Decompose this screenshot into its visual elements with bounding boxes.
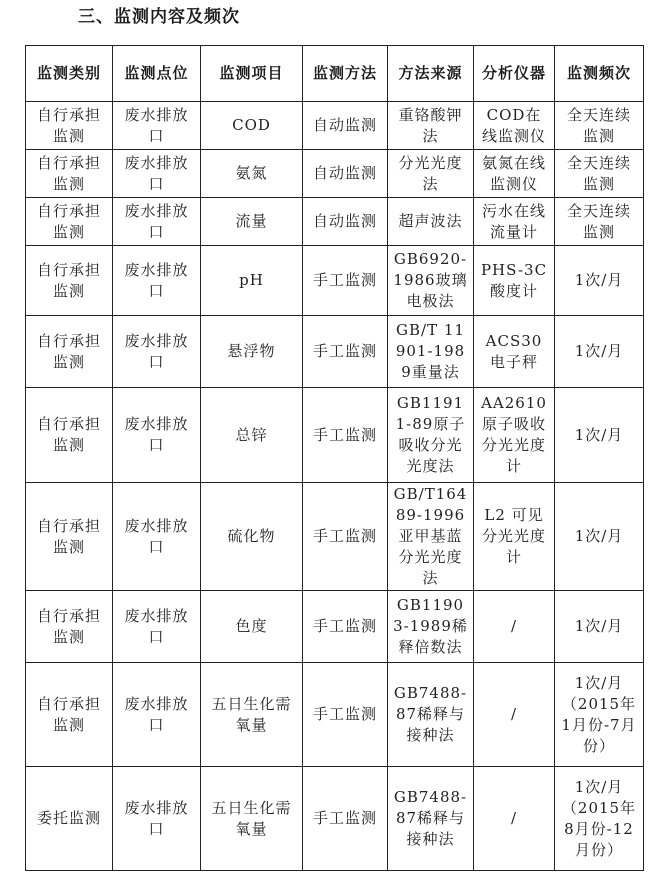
table-row <box>26 316 644 388</box>
cell-item: COD <box>201 102 303 150</box>
cell-frequency: 1次/月 <box>555 483 644 591</box>
cell-method: 手工监测 <box>303 388 388 483</box>
table-row <box>26 150 644 198</box>
cell-item: 流量 <box>201 198 303 246</box>
cell-source: GB7488-87稀释与接种法 <box>388 767 474 871</box>
cell-item: pH <box>201 246 303 316</box>
cell-point: 废水排放口 <box>113 767 201 871</box>
cell-source: GB/T 11901-1989重量法 <box>388 316 474 388</box>
cell-category: 自行承担监测 <box>26 388 113 483</box>
cell-frequency: 1次/月 <box>555 316 644 388</box>
cell-item: 五日生化需氧量 <box>201 767 303 871</box>
cell-source: GB6920-1986玻璃电极法 <box>388 246 474 316</box>
cell-method: 手工监测 <box>303 316 388 388</box>
cell-frequency: 全天连续监测 <box>555 150 644 198</box>
cell-source: 超声波法 <box>388 198 474 246</box>
cell-method: 手工监测 <box>303 591 388 663</box>
cell-item: 色度 <box>201 591 303 663</box>
cell-source: 分光光度法 <box>388 150 474 198</box>
cell-point: 废水排放口 <box>113 150 201 198</box>
cell-instrument: COD在线监测仪 <box>474 102 555 150</box>
cell-method: 自动监测 <box>303 102 388 150</box>
cell-point: 废水排放口 <box>113 388 201 483</box>
cell-frequency: 1次/月 <box>555 591 644 663</box>
cell-category: 自行承担监测 <box>26 198 113 246</box>
section-heading: 三、监测内容及频次 <box>78 7 240 27</box>
cell-instrument: / <box>474 767 555 871</box>
cell-instrument: PHS-3C酸度计 <box>474 246 555 316</box>
cell-frequency: 全天连续监测 <box>555 198 644 246</box>
cell-category: 自行承担监测 <box>26 483 113 591</box>
cell-frequency: 1次/月 <box>555 388 644 483</box>
header-method: 监测方法 <box>303 46 388 102</box>
cell-category: 自行承担监测 <box>26 150 113 198</box>
header-category: 监测类别 <box>26 46 113 102</box>
table-row <box>26 663 644 767</box>
cell-instrument: ACS30 电子秤 <box>474 316 555 388</box>
header-source: 方法来源 <box>388 46 474 102</box>
cell-instrument: 氨氮在线监测仪 <box>474 150 555 198</box>
cell-point: 废水排放口 <box>113 316 201 388</box>
cell-method: 自动监测 <box>303 150 388 198</box>
cell-category: 自行承担监测 <box>26 316 113 388</box>
cell-point: 废水排放口 <box>113 198 201 246</box>
cell-instrument: AA2610原子吸收分光光度计 <box>474 388 555 483</box>
cell-instrument: 污水在线流量计 <box>474 198 555 246</box>
header-point: 监测点位 <box>113 46 201 102</box>
cell-point: 废水排放口 <box>113 591 201 663</box>
cell-item: 硫化物 <box>201 483 303 591</box>
cell-method: 自动监测 <box>303 198 388 246</box>
cell-source: GB11911-89原子吸收分光光度法 <box>388 388 474 483</box>
cell-source: GB11903-1989稀释倍数法 <box>388 591 474 663</box>
header-instrument: 分析仪器 <box>474 46 555 102</box>
cell-frequency: 全天连续监测 <box>555 102 644 150</box>
table-row <box>26 198 644 246</box>
cell-source: GB7488-87稀释与接种法 <box>388 663 474 767</box>
table-row <box>26 767 644 871</box>
cell-frequency: 1次/月 <box>555 246 644 316</box>
cell-category: 自行承担监测 <box>26 246 113 316</box>
cell-category: 委托监测 <box>26 767 113 871</box>
cell-instrument: / <box>474 591 555 663</box>
cell-instrument: L2 可见分光光度计 <box>474 483 555 591</box>
cell-frequency: 1次/月 （2015年1月份-7月份） <box>555 663 644 767</box>
table-row <box>26 483 644 591</box>
table-row <box>26 246 644 316</box>
cell-instrument: / <box>474 663 555 767</box>
header-frequency: 监测频次 <box>555 46 644 102</box>
cell-item: 总锌 <box>201 388 303 483</box>
cell-method: 手工监测 <box>303 663 388 767</box>
table-row <box>26 102 644 150</box>
cell-source: GB/T16489-1996亚甲基蓝分光光度法 <box>388 483 474 591</box>
cell-frequency: 1次/月 （2015年8月份-12月份） <box>555 767 644 871</box>
table-row <box>26 388 644 483</box>
cell-point: 废水排放口 <box>113 483 201 591</box>
cell-item: 氨氮 <box>201 150 303 198</box>
cell-point: 废水排放口 <box>113 663 201 767</box>
header-item: 监测项目 <box>201 46 303 102</box>
cell-method: 手工监测 <box>303 767 388 871</box>
cell-item: 悬浮物 <box>201 316 303 388</box>
cell-category: 自行承担监测 <box>26 663 113 767</box>
table-header-row <box>26 46 644 102</box>
cell-point: 废水排放口 <box>113 246 201 316</box>
cell-method: 手工监测 <box>303 246 388 316</box>
monitoring-table <box>25 45 644 871</box>
table-row <box>26 591 644 663</box>
cell-method: 手工监测 <box>303 483 388 591</box>
cell-category: 自行承担监测 <box>26 102 113 150</box>
cell-source: 重铬酸钾法 <box>388 102 474 150</box>
cell-point: 废水排放口 <box>113 102 201 150</box>
cell-category: 自行承担监测 <box>26 591 113 663</box>
cell-item: 五日生化需氧量 <box>201 663 303 767</box>
